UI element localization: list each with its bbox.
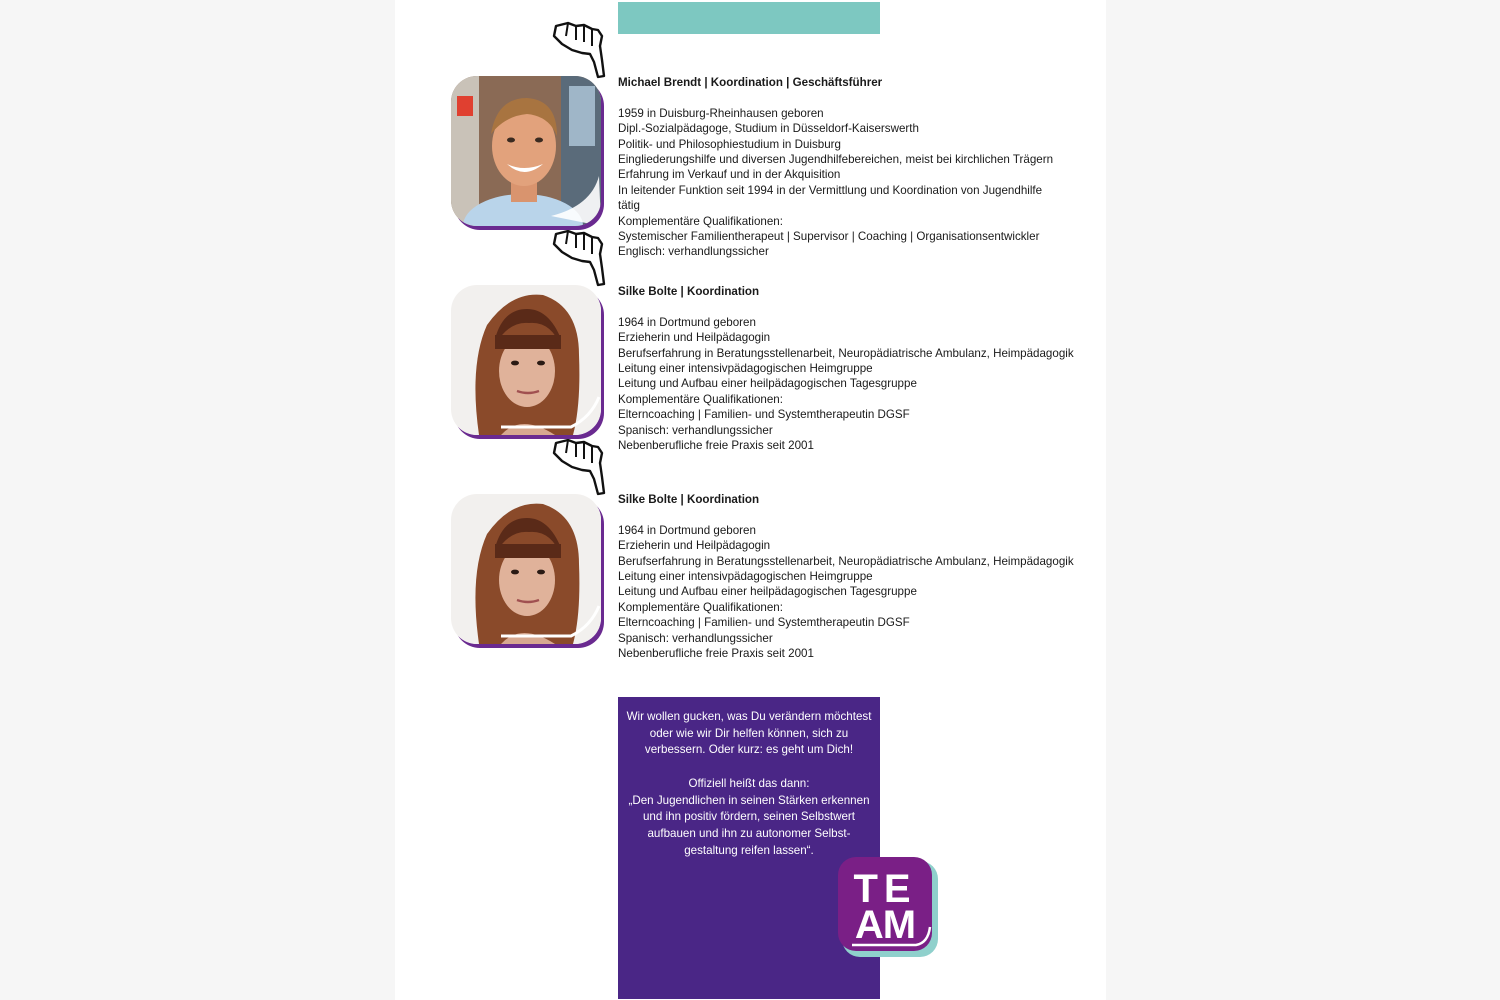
bio-line: Leitung und Aufbau einer heilpädagogischen Tagesgruppe [618,377,917,391]
bio-line: Elterncoaching | Familien- und Systemtherapeutin DGSF [618,616,910,630]
bio-line: Leitung einer intensivpädagogischen Heimgruppe [618,362,873,376]
logo-text-line1: TE [853,867,917,911]
bio-line: Dipl.-Sozialpädagoge, Studium in Düsseldorf-Kaiserswerth [618,122,919,136]
bio-line: Komplementäre Qualifikationen: [618,392,783,406]
portrait-photo-silke-bolte-2 [451,494,601,644]
hand-pointing-down-icon [550,20,606,80]
bio-line: 1959 in Duisburg-Rheinhausen geboren [618,106,824,120]
bio-line: Erzieherin und Heilpädagogin [618,539,771,553]
bio-line: Leitung und Aufbau einer heilpädagogischen Tagesgruppe [618,585,917,599]
logo-text-line2: AM [854,903,916,947]
bio-line: Erfahrung im Verkauf und in der Akquisition [618,168,841,182]
mission-line: oder wie wir Dir helfen können, sich zu [649,726,849,740]
bio-line: Berufserfahrung in Beratungsstellenarbeit, Neuropädiatrische Ambulanz, Heimpädagogik [618,346,1074,360]
teal-header-bar [618,2,880,34]
mission-line: Wir wollen gucken, was Du verändern möchtest [626,710,872,723]
bio-line: Spanisch: verhandlungssicher [618,631,773,645]
mission-line: aufbauen und ihn zu autonomer Selbst- [647,826,851,840]
bio-section-michael-brendt [618,75,1088,260]
bio-line: Erzieherin und Heilpädagogin [618,331,771,345]
bio-line: 1964 in Dortmund geboren [618,315,756,329]
bio-line: Komplementäre Qualifikationen: [618,600,783,614]
bio-line: Komplementäre Qualifikationen: [618,214,783,228]
hand-pointing-down-icon [550,437,606,497]
bio-section-silke-bolte-2 [618,492,1088,661]
mission-line: „Den Jugendlichen in seinen Stärken erkennen [628,793,870,807]
bio-line: 1964 in Dortmund geboren [618,523,756,537]
mission-line: gestaltung reifen lassen“. [684,843,814,857]
bio-line: Politik- und Philosophiestudium in Duisburg [618,137,841,151]
bio-line: Nebenberufliche freie Praxis seit 2001 [618,647,814,661]
hand-pointing-down-icon [550,228,606,288]
bio-line: In leitender Funktion seit 1994 in der Vermittlung und Koordination von Jugendhilfe tätig [618,183,1043,213]
bio-line: Berufserfahrung in Beratungsstellenarbeit, Neuropädiatrische Ambulanz, Heimpädagogik [618,554,1074,568]
person-name: Michael Brendt | Koordination | Geschäftsführer [618,76,883,89]
mission-line: verbessern. Oder kurz: es geht um Dich! [644,743,854,757]
person-name: Silke Bolte | Koordination [618,493,760,506]
team-logo [838,857,938,957]
mission-line: und ihn positiv fördern, seinen Selbstwert [642,810,856,824]
bio-line: Elterncoaching | Familien- und Systemtherapeutin DGSF [618,408,910,422]
bio-section-silke-bolte [618,284,1088,453]
mission-statement-text [626,709,872,859]
mission-line: Offiziell heißt das dann: [688,776,810,790]
bio-line: Leitung einer intensivpädagogischen Heimgruppe [618,570,873,584]
portrait-photo-michael-brendt [451,76,601,226]
bio-line: Spanisch: verhandlungssicher [618,423,773,437]
person-name: Silke Bolte | Koordination [618,285,760,298]
bio-line: Englisch: verhandlungssicher [618,245,769,259]
portrait-photo-silke-bolte [451,285,601,435]
bio-line: Nebenberufliche freie Praxis seit 2001 [618,439,814,453]
bio-line: Systemischer Familientherapeut | Supervisor | Coaching | Organisationsentwickler [618,230,1040,244]
bio-line: Eingliederungshilfe und diversen Jugendhilfebereichen, meist bei kirchlichen Trägern [618,153,1054,167]
